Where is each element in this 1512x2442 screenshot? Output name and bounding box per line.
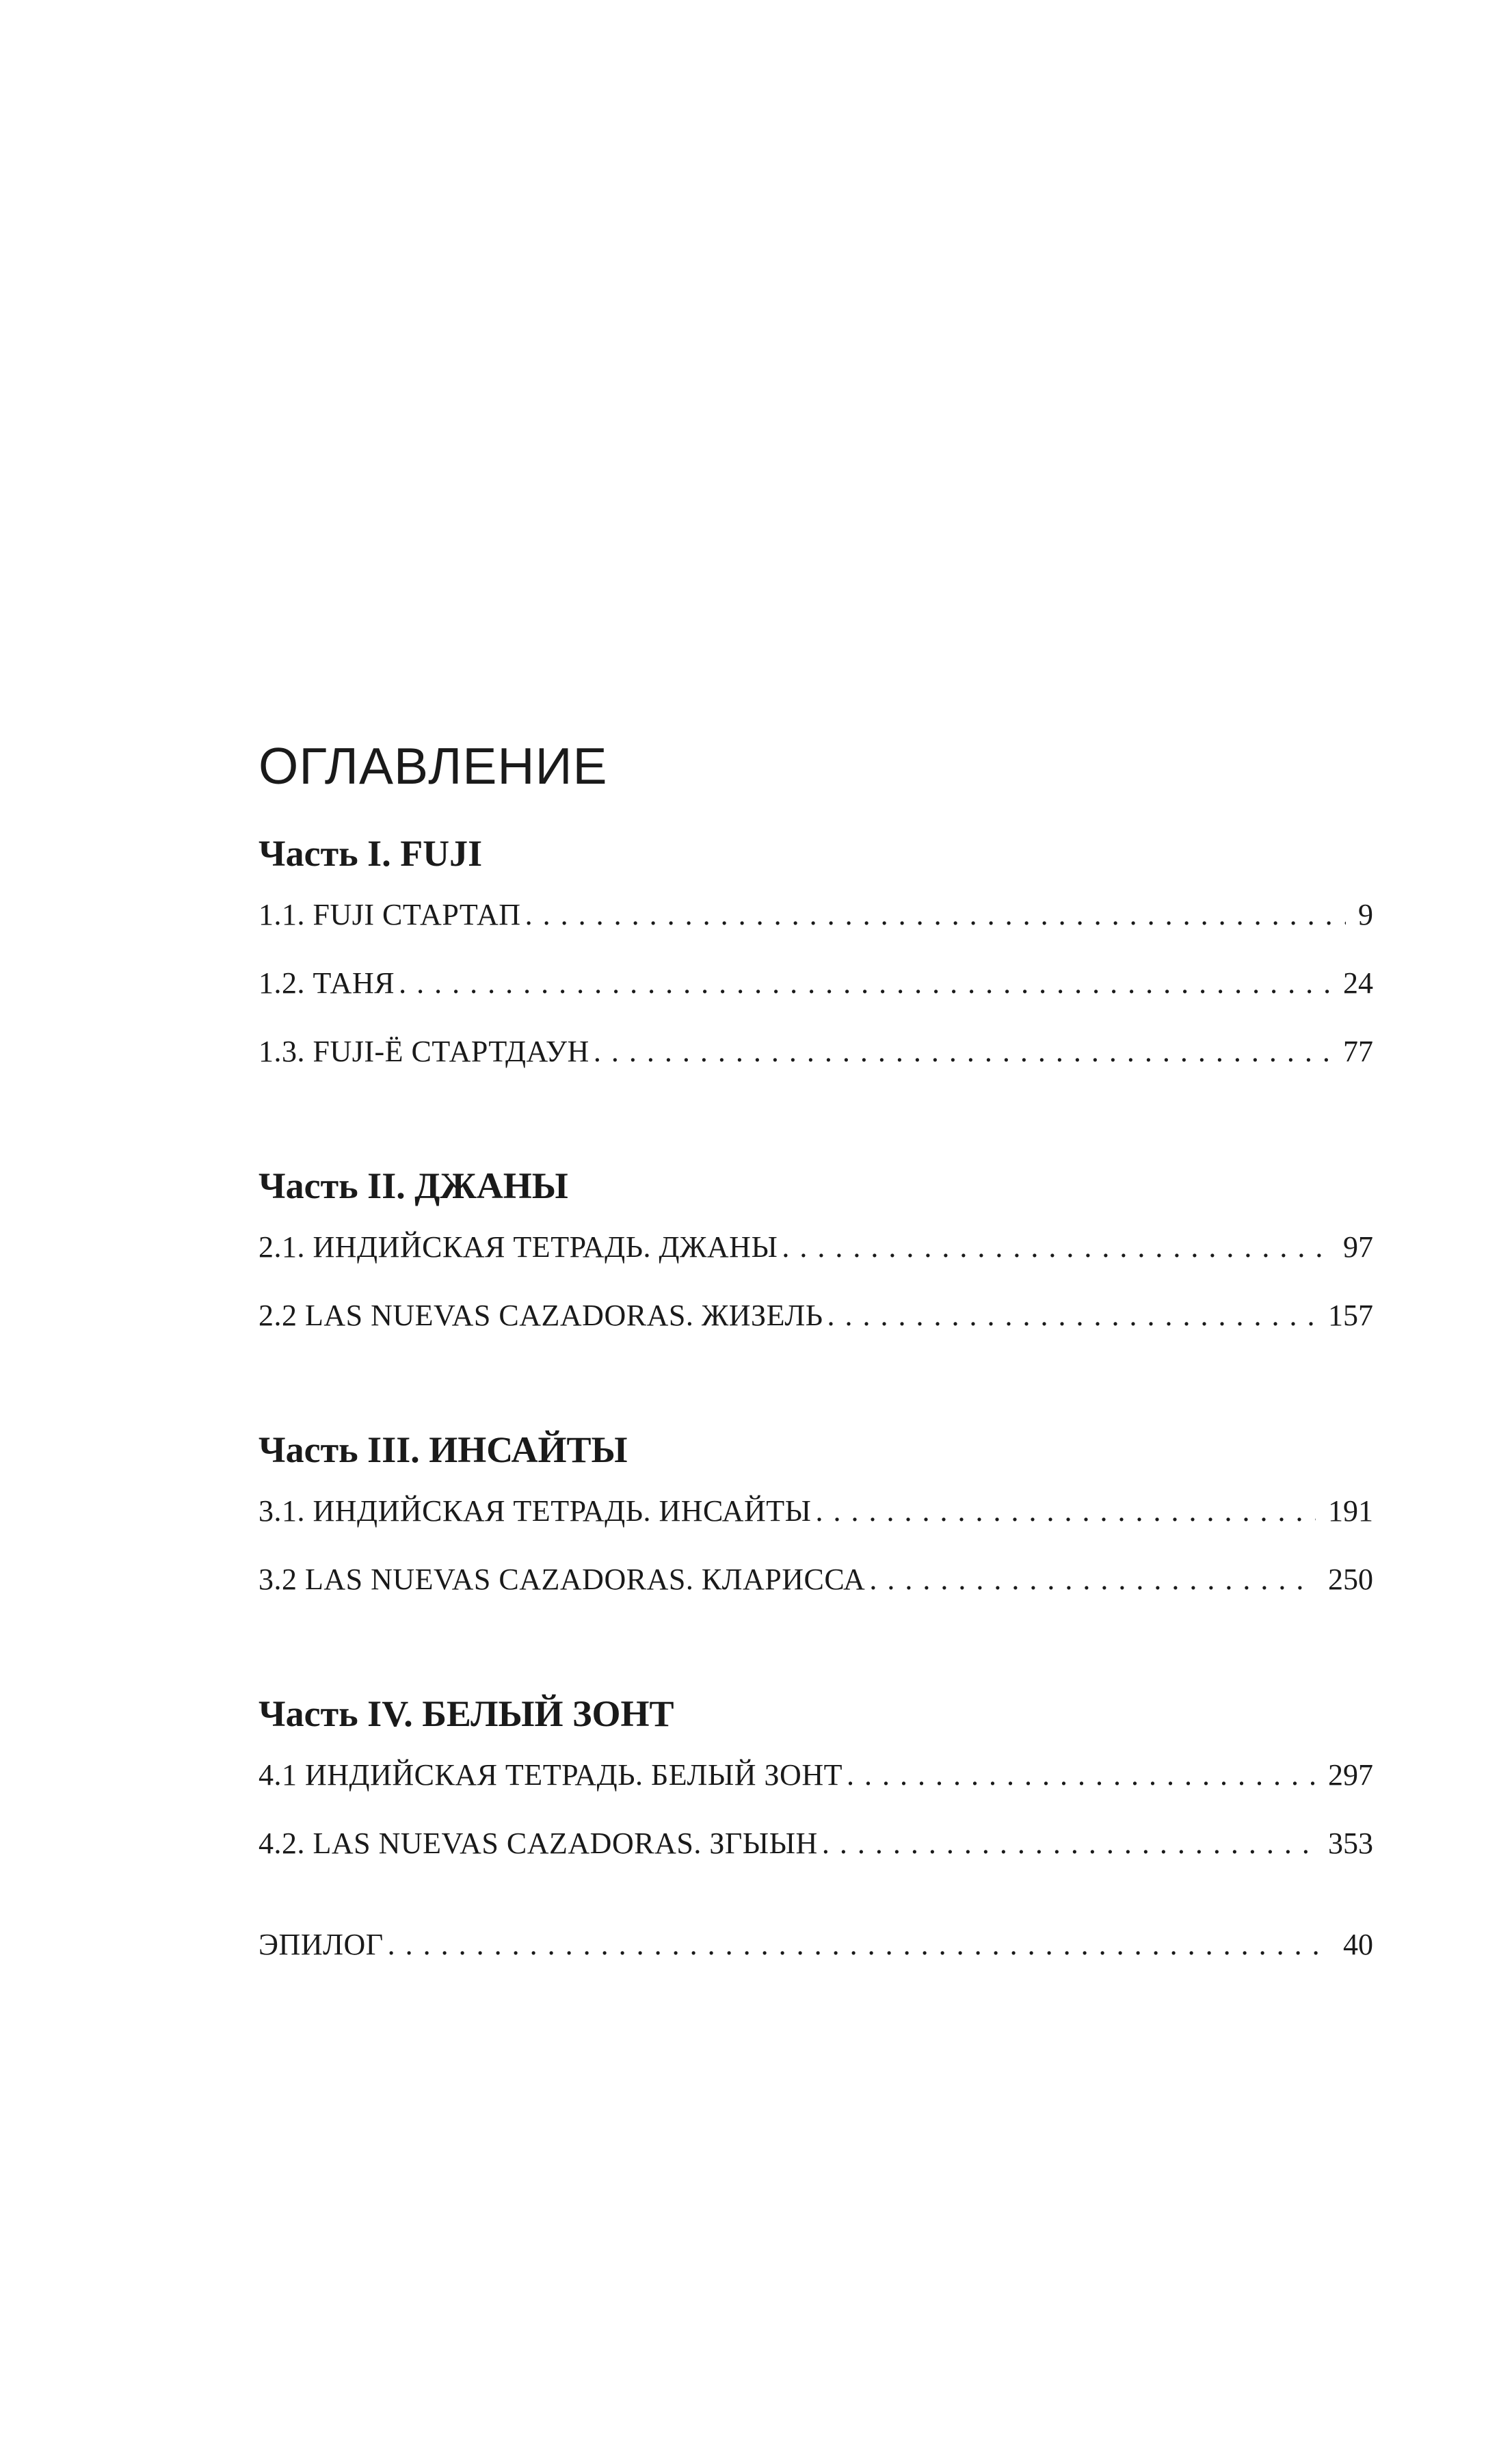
part-heading: Часть II. ДЖАНЫ xyxy=(258,1165,568,1206)
toc-entry[interactable] xyxy=(258,1809,1373,1878)
toc-entry[interactable] xyxy=(258,1545,1373,1614)
toc-entry[interactable] xyxy=(258,1282,1373,1350)
toc-entry-label: 4.1 ИНДИЙСКАЯ ТЕТРАДЬ. БЕЛЫЙ ЗОНТ xyxy=(258,1758,843,1792)
toc-entry-label: ЭПИЛОГ xyxy=(258,1928,384,1961)
toc-entry-page: 97 xyxy=(1343,1230,1373,1264)
leader-dots xyxy=(399,949,1331,1018)
toc-entry-label: 1.1. FUJI СТАРТАП xyxy=(258,898,521,931)
toc-entry-page: 9 xyxy=(1358,898,1373,931)
toc-entry[interactable] xyxy=(258,881,1373,949)
leader-dots xyxy=(827,1282,1316,1350)
toc-entry-label: 1.3. FUJI-Ё СТАРТДАУН xyxy=(258,1035,589,1068)
toc-entry-page: 297 xyxy=(1328,1758,1373,1792)
leader-dots xyxy=(822,1809,1316,1878)
toc-entry-page: 191 xyxy=(1328,1494,1373,1528)
leader-dots xyxy=(869,1545,1316,1614)
part-heading: Часть III. ИНСАЙТЫ xyxy=(258,1429,628,1470)
toc-part-3 xyxy=(258,1422,1373,1614)
toc-entry-page: 157 xyxy=(1328,1299,1373,1332)
leader-dots xyxy=(815,1477,1316,1545)
part-heading: Часть IV. БЕЛЫЙ ЗОНТ xyxy=(258,1693,674,1734)
toc-entry[interactable] xyxy=(258,1741,1373,1809)
toc-part-1 xyxy=(258,826,1373,1086)
toc-title: ОГЛАВЛЕНИЕ xyxy=(258,737,608,795)
toc-entry[interactable] xyxy=(258,949,1373,1018)
toc-entry-label: 3.2 LAS NUEVAS CAZADORAS. КЛАРИССА xyxy=(258,1563,866,1596)
toc-entry[interactable] xyxy=(258,1213,1373,1282)
toc-entry-label: 2.1. ИНДИЙСКАЯ ТЕТРАДЬ. ДЖАНЫ xyxy=(258,1230,778,1264)
leader-dots xyxy=(388,1911,1331,1979)
leader-dots xyxy=(847,1741,1316,1809)
toc-entry-page: 250 xyxy=(1328,1563,1373,1596)
toc-entry-label: 3.1. ИНДИЙСКАЯ ТЕТРАДЬ. ИНСАЙТЫ xyxy=(258,1494,812,1528)
toc-entry-page: 353 xyxy=(1328,1827,1373,1860)
table-of-contents xyxy=(258,732,1373,1979)
toc-part-4 xyxy=(258,1686,1373,1878)
toc-epilogue xyxy=(258,1911,1373,1979)
toc-entry-page: 40 xyxy=(1343,1928,1373,1961)
toc-entry-page: 24 xyxy=(1343,966,1373,1000)
toc-entry[interactable] xyxy=(258,1477,1373,1545)
toc-entry[interactable] xyxy=(258,1018,1373,1086)
toc-entry-page: 77 xyxy=(1343,1035,1373,1068)
toc-entry-label: 4.2. LAS NUEVAS CAZADORAS. ЗГЫЫН xyxy=(258,1827,818,1860)
toc-entry[interactable] xyxy=(258,1911,1373,1979)
leader-dots xyxy=(594,1018,1331,1086)
toc-entry-label: 1.2. ТАНЯ xyxy=(258,966,395,1000)
part-heading: Часть I. FUJI xyxy=(258,833,483,874)
toc-entry-label: 2.2 LAS NUEVAS CAZADORAS. ЖИЗЕЛЬ xyxy=(258,1299,823,1332)
leader-dots xyxy=(525,881,1346,949)
leader-dots xyxy=(782,1213,1331,1282)
toc-part-2 xyxy=(258,1158,1373,1350)
